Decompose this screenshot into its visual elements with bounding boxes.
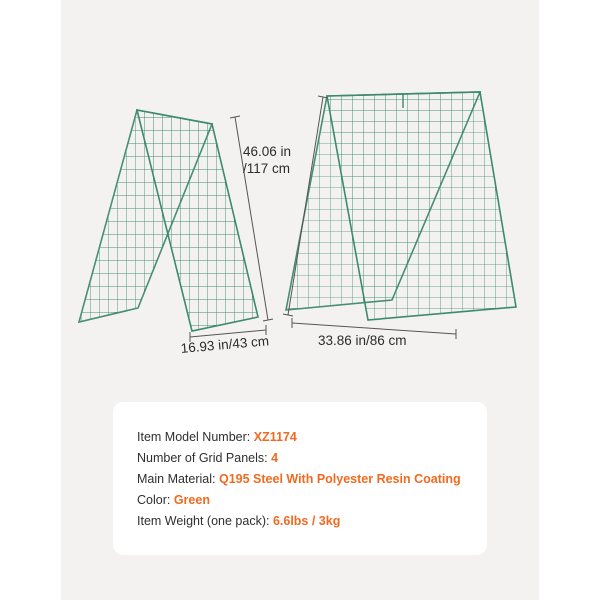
spec-label: Main Material: xyxy=(137,472,219,486)
spec-model-number xyxy=(137,429,297,445)
spec-material xyxy=(137,471,461,487)
spec-value: Q195 Steel With Polyester Resin Coating xyxy=(218,472,461,486)
spec-value: Green xyxy=(173,493,210,507)
small-width-label: 16.93 in/43 cm xyxy=(180,333,270,356)
spec-label: Item Weight (one pack): xyxy=(137,514,273,528)
spec-value: 4 xyxy=(271,451,279,465)
spec-weight xyxy=(137,513,340,529)
large-width-label: 33.86 in/86 cm xyxy=(318,333,407,348)
spec-color xyxy=(137,492,210,508)
spec-value: XZ1174 xyxy=(253,430,297,444)
spec-label: Number of Grid Panels: xyxy=(137,451,272,465)
spec-grid-panels xyxy=(137,450,278,466)
spec-label: Item Model Number: xyxy=(137,430,254,444)
height-label: 46.06 in /117 cm xyxy=(243,144,292,176)
small-trellis xyxy=(79,110,258,331)
specs-card xyxy=(113,402,487,555)
spec-value: 6.6lbs / 3kg xyxy=(272,514,341,528)
spec-label: Color: xyxy=(137,493,174,507)
large-trellis xyxy=(286,92,516,320)
